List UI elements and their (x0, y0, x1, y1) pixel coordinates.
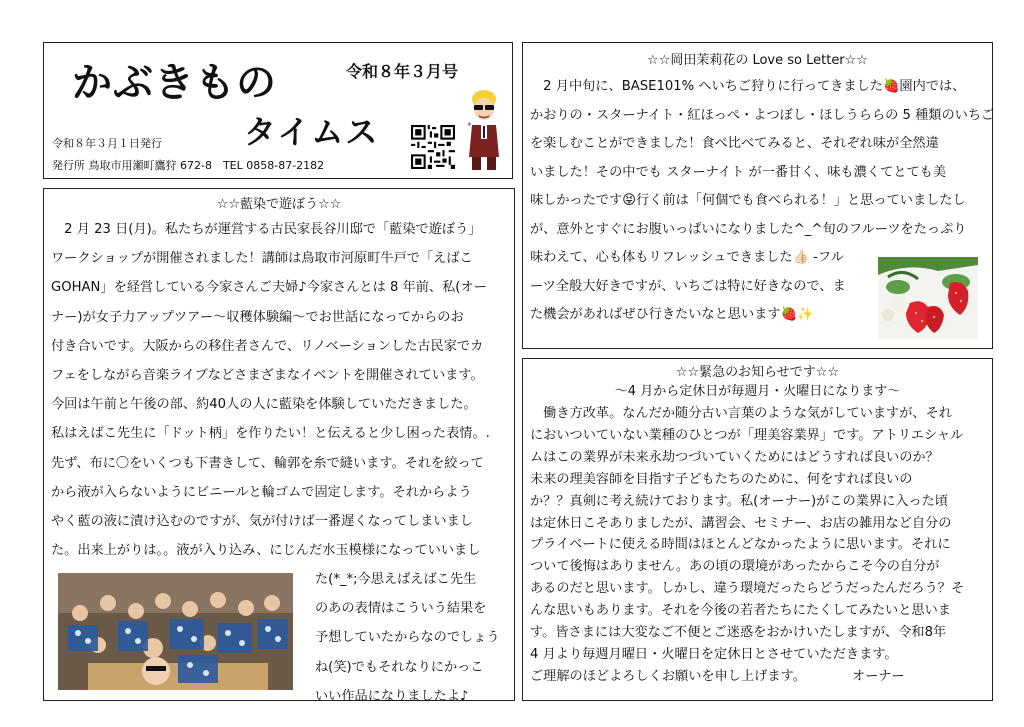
body-line: GOHAN」を経営している今家さんご夫婦♪今家さんとは 8 年前、私(オー (51, 280, 487, 296)
body-line: 私はえばこ先生に「ドット柄」を作りたい！と伝えると少し困った表情。. (51, 426, 490, 442)
workshop-group-photo (58, 573, 293, 690)
cartoon-man-with-sunglasses-icon (464, 87, 504, 173)
article-subheading: ～4 月から定休日が毎週月・火曜日になります～ (614, 384, 901, 399)
closing-text: ご理解のほどよろしくお願いを申し上げます。 (530, 668, 806, 684)
body-line: 味しかったです😝行く前は「何個でも食べられる！」と思っていましたし (530, 193, 966, 208)
body-line: ーツ全般大好きですが、いちごは特に好きなので、ま (530, 278, 846, 294)
signature: オーナー (851, 668, 905, 684)
body-line: いい作品になりましたよ♪ (315, 688, 469, 704)
body-line: プライベートに使える時間はほとんどなかったように思います。それに (530, 537, 951, 553)
body-line: 予想していたからなのでしょう (315, 630, 500, 646)
urgent-notice-article (522, 358, 993, 701)
strawberry-photo (878, 257, 978, 339)
newsletter-subtitle: タイムス (244, 113, 380, 151)
article-body (530, 403, 964, 688)
article-body (51, 215, 490, 565)
body-line: た(*_*;今思えばえばこ先生 (315, 572, 477, 587)
qr-code-icon (411, 125, 455, 169)
body-line: のあの表情はこういう結果を (315, 601, 487, 617)
body-line: た機会があればぜひ行きたいなと思います🍓✨ (530, 307, 814, 322)
body-line: から液が入らないようにビニールと輪ゴムで固定します。それからよう (51, 484, 472, 500)
body-line: ムはこの業界が未来永劫つづいていくためにはどうすれば良いのか？ (530, 449, 939, 465)
body-line: フェをしながら音楽ライブなどさまざまなイベントを開催されています。 (51, 368, 484, 384)
aizome-article (43, 188, 515, 704)
body-line: んな思いもあります。それを今後の若者たちにたくしてみたいと思いま (530, 603, 951, 619)
body-line: においついていない業種のひとつが「理美容業界」です。アトリエシャル (530, 427, 964, 443)
body-line: が、意外とすぐにお腹いっぱいになりました^_^旬のフルーツをたっぷり (530, 221, 967, 237)
body-line: 付き合いです。大阪からの移住者さんで、リノベーションした古民家でカ (51, 338, 484, 354)
article-body-side (315, 565, 500, 711)
body-line: ワークショップが開催されました！講師は鳥取市河原町牛戸で「えばこ (51, 251, 473, 267)
body-line: 働き方改革。なんだか随分古い言葉のような気がしていますが、それ (530, 406, 952, 421)
body-line: ついて後悔はありません。あの頃の環境があったからこそ今の自分が (530, 559, 940, 575)
body-line: あるのだと思います。しかし、違う環境だったらどうだったんだろう？そ (530, 581, 965, 597)
svg-text:✦: ✦ (466, 120, 473, 129)
body-line: 2 月 23 日(月)。私たちが運営する古民家長谷川邸で「藍染で遊ぼう」 (51, 222, 482, 237)
publication-date: 令和８年３月１日発行 (52, 137, 162, 150)
body-line: す。皆さまには大変なご不便とご迷惑をおかけいたしますが、令和8年 (530, 625, 947, 641)
body-line: を楽しむことができました！食べ比べてみると、それぞれ味が全然違 (530, 136, 939, 151)
body-line: ナー)が女子力アップツアー～収穫体験編～でお世話になってからのお (51, 309, 464, 325)
body-line-closing (530, 666, 964, 688)
article-heading: ☆☆緊急のお知らせです☆☆ (675, 365, 840, 380)
newsletter-title: かぶきもの (72, 60, 277, 106)
body-line: 今回は午前と午後の部、約40人の人に藍染を体験していただきました。 (51, 397, 477, 413)
body-line: か？？真剣に考え続けております。私(オーナー)がこの業界に入った頃 (530, 493, 949, 509)
issue-label: 令和８年３月号 (346, 62, 459, 81)
article-heading: ☆☆岡田茉莉花の Love so Letter☆☆ (647, 53, 868, 68)
body-line: 味わえて、心も体もリフレッシュできました👍🏻 -フル (530, 250, 844, 265)
body-line: 4 月より毎週月曜日・火曜日を定休日とさせていただきます。 (530, 646, 898, 662)
love-letter-article (522, 42, 993, 349)
body-line: かおりの・スターナイト・紅ほっぺ・よつぼし・ほしうららの 5 種類のいちご (530, 107, 995, 123)
body-line: は定休日こそありましたが、講習会、セミナー、お店の雑用など自分の (530, 515, 952, 531)
body-line: いました！その中でも スターナイト が一番甘く、味も濃くてとても美 (530, 164, 947, 180)
article-heading: ☆☆藍染で遊ぼう☆☆ (216, 197, 342, 212)
body-line: やく藍の液に漬け込むのですが、気が付けば一番遅くなってしまいまし (51, 514, 473, 530)
publisher-info: 発行所 鳥取市用瀬町鷹狩 672-8 TEL 0858-87-2182 (52, 159, 325, 172)
body-line: 先ず、布に〇をいくつも下書きして、輪郭を糸で縫います。それを絞って (51, 455, 484, 471)
body-line: 未来の理美容師を目指す子どもたちのために、何をすれば良いの (530, 471, 913, 487)
body-line: た。出来上がりは。。液が入り込み、にじんだ水玉模様になっていいまし (51, 543, 481, 559)
masthead (43, 42, 513, 179)
body-line: ね(笑)でもそれなりにかっこ (315, 659, 484, 675)
body-line: 2 月中旬に、BASE101% へいちご狩りに行ってきました🍓園内では、 (530, 79, 966, 94)
